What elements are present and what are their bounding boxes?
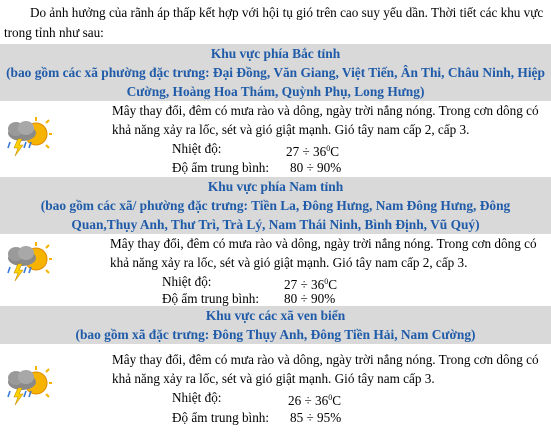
temperature-value: $27 \div 36^0C$	[286, 144, 340, 159]
region-south-header	[0, 177, 551, 234]
region-subtitle: (bao gồm các xã phường đặc trưng: Đại Đồng, Văn Giang, Việt Tiến, Ân Thi, Châu Ninh, Hiệp Cường, Hoàng Hoa Thám, Quỳnh Phụ, Long Hưng)	[6, 65, 545, 99]
region-title: Khu vực các xã ven biển	[205, 308, 346, 323]
region-description: Mây thay đổi, đêm có mưa rào và dông, ngày trời nắng nóng. Trong cơn dông có khả năng xảy ra lốc, sét và gió giật mạnh. Gió tây nam cấp 3.	[112, 352, 539, 386]
temperature-value: $27 \div 36^0C$	[284, 277, 338, 292]
intro-paragraph: Do ảnh hưởng của rãnh áp thấp kết hợp với hội tụ gió trên cao suy yếu dần. Thời tiết các khu vực trong tỉnh như sau:	[4, 5, 544, 40]
region-coastal-body	[0, 344, 551, 435]
region-south-body	[0, 234, 551, 306]
rain-thunder-sun-icon	[4, 364, 52, 406]
region-subtitle: (bao gồm các xã/ phường đặc trưng: Tiền La, Đông Hưng, Nam Đông Hưng, Đông Quan,Thụy Anh, Thư Trì, Trà Lý, Nam Thái Ninh, Bình Định, Vũ Quý)	[40, 198, 511, 232]
rain-thunder-sun-icon	[4, 240, 52, 282]
humidity-value: 80 ÷ 90%	[290, 160, 342, 175]
temperature-value: $26 \div 36^0C$	[288, 393, 342, 408]
region-title: Khu vực phía Nam tỉnh	[207, 179, 344, 194]
humidity-value: 80 ÷ 90%	[284, 291, 336, 306]
temperature-label: Nhiệt độ:	[172, 390, 222, 405]
humidity-label: Độ ẩm trung bình:	[172, 160, 270, 175]
region-description: Mây thay đổi, đêm có mưa rào và dông, ngày trời nắng nóng. Trong cơn dông có khả năng xảy ra lốc, sét và gió giật mạnh. Gió tây nam cấp 2, cấp 3.	[110, 236, 537, 270]
region-coastal-header	[0, 306, 551, 344]
region-title: Khu vực phía Bắc tỉnh	[210, 46, 341, 61]
humidity-label: Độ ẩm trung bình:	[162, 291, 260, 306]
region-subtitle: (bao gồm xã đặc trưng: Đông Thụy Anh, Đông Tiền Hải, Nam Cường)	[75, 327, 476, 342]
rain-thunder-sun-icon	[4, 115, 52, 157]
humidity-label: Độ ẩm trung bình:	[172, 410, 270, 425]
region-description: Mây thay đổi, đêm có mưa rào và dông, ngày trời nắng nóng. Trong cơn dông có khả năng xảy ra lốc, sét và gió giật mạnh. Gió tây nam cấp 2, cấp 3.	[112, 103, 539, 137]
region-north-body	[0, 101, 551, 181]
temperature-label: Nhiệt độ:	[172, 141, 222, 156]
temperature-label: Nhiệt độ:	[162, 274, 212, 289]
humidity-value: 85 ÷ 95%	[290, 410, 342, 425]
region-north-header	[0, 44, 551, 101]
